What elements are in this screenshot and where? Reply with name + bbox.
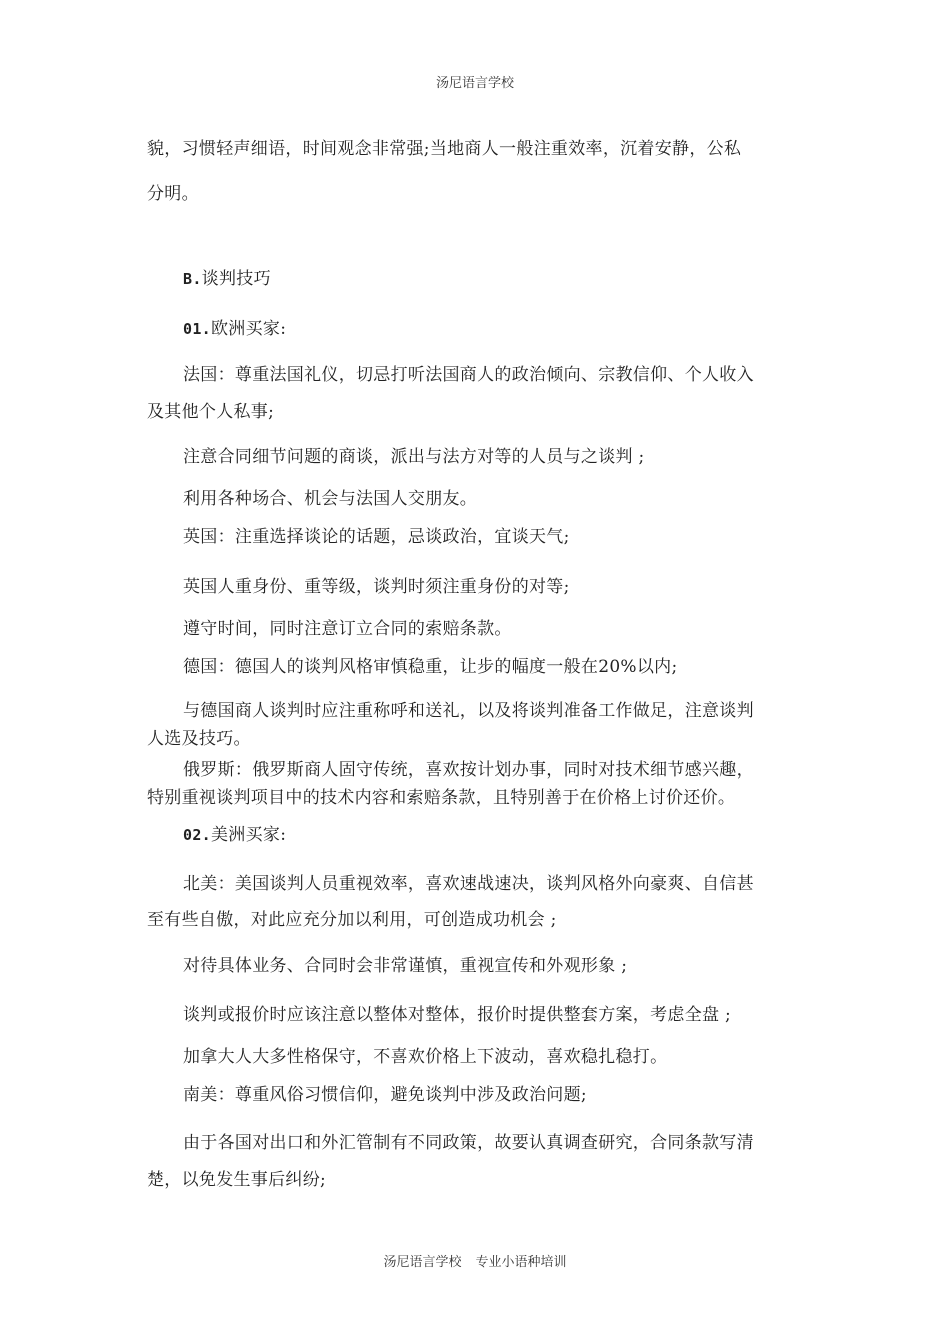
paragraph-france-3: 利用各种场合、机会与法国人交朋友。 — [183, 489, 478, 509]
subsection-heading-01 — [183, 317, 812, 341]
paragraph-uk-2: 英国人重身份、重等级，谈判时须注重身份的对等; — [183, 577, 570, 597]
paragraph-uk-1: 英国：注重选择谈论的话题，忌谈政治，宜谈天气; — [183, 527, 570, 547]
footer-school-name: 汤尼语言学校 — [383, 1255, 462, 1270]
section-title: 谈判技巧 — [201, 269, 271, 289]
paragraph-russia — [147, 756, 812, 812]
subsection-title: 欧洲买家: — [211, 319, 287, 339]
paragraph-france-2: 注意合同细节问题的商谈，派出与法方对等的人员与之谈判 ; — [183, 447, 645, 467]
section-number: B. — [183, 270, 202, 288]
paragraph-uk-3: 遵守时间，同时注意订立合同的索赔条款。 — [183, 619, 512, 639]
paragraph-south-america-2 — [147, 1125, 812, 1199]
text-line: 貌，习惯轻声细语，时间观念非常强;当地商人一般注重效率，沉着安静，公私 — [147, 139, 742, 159]
paragraph-north-america-2: 对待具体业务、合同时会非常谨慎，重视宣传和外观形象 ; — [183, 956, 628, 976]
paragraph-north-america-3: 谈判或报价时应该注意以整体对整体，报价时提供整套方案，考虑全盘 ; — [183, 1005, 732, 1025]
subsection-title: 美洲买家: — [211, 825, 287, 845]
paragraph-germany-2 — [147, 697, 812, 753]
text-line: 北美：美国谈判人员重视效率，喜欢速战速决，谈判风格外向豪爽、自信甚 — [183, 874, 754, 894]
paragraph-canada: 加拿大人大多性格保守，不喜欢价格上下波动，喜欢稳扎稳打。 — [183, 1047, 668, 1067]
text-line: 与德国商人谈判时应注重称呼和送礼，以及将谈判准备工作做足，注意谈判 — [183, 701, 754, 721]
section-heading-b — [183, 267, 812, 291]
text-line: 俄罗斯：俄罗斯商人固守传统，喜欢按计划办事，同时对技术细节感兴趣， — [183, 760, 754, 780]
page-header: 汤尼语言学校 — [435, 76, 514, 91]
text-line: 人选及技巧。 — [147, 729, 251, 749]
paragraph-south-america-1: 南美：尊重风俗习惯信仰，避免谈判中涉及政治问题; — [183, 1085, 587, 1105]
paragraph-germany-1: 德国：德国人的谈判风格审慎稳重，让步的幅度一般在20%以内; — [183, 657, 678, 677]
text-line: 及其他个人私事; — [147, 402, 275, 422]
page-footer — [0, 1251, 950, 1270]
text-line: 分明。 — [147, 184, 199, 204]
paragraph-intro-continued — [147, 127, 812, 217]
text-line: 楚，以免发生事后纠纷; — [147, 1170, 327, 1190]
text-line: 至有些自傲，对此应充分加以利用，可创造成功机会 ; — [147, 910, 557, 930]
text-line: 特别重视谈判项目中的技术内容和索赔条款，且特别善于在价格上讨价还价。 — [147, 788, 736, 808]
subsection-number: 01. — [183, 320, 211, 338]
text-line: 由于各国对出口和外汇管制有不同政策，故要认真调查研究，合同条款写清 — [183, 1133, 754, 1153]
subsection-heading-02 — [183, 823, 812, 847]
text-line: 法国：尊重法国礼仪，切忌打听法国商人的政治倾向、宗教信仰、个人收入 — [183, 365, 754, 385]
paragraph-north-america-1 — [147, 866, 812, 938]
paragraph-france-1 — [147, 357, 812, 431]
footer-tagline: 专业小语种培训 — [475, 1255, 567, 1270]
subsection-number: 02. — [183, 826, 211, 844]
